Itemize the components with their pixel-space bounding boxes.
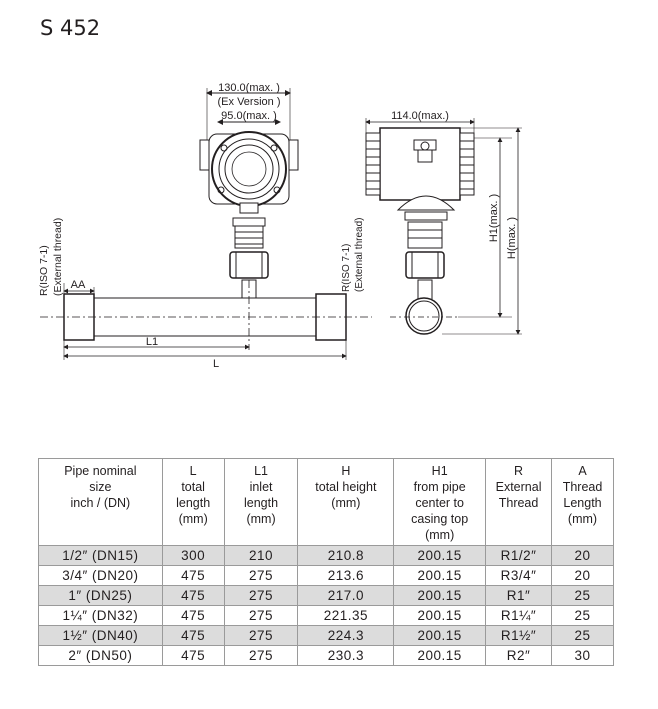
table-cell: 221.35 xyxy=(298,606,394,626)
table-row xyxy=(39,546,614,566)
spec-table xyxy=(38,458,614,666)
table-cell: 475 xyxy=(162,646,224,666)
table-cell: 217.0 xyxy=(298,586,394,606)
table-cell: 25 xyxy=(552,626,614,646)
table-cell: 25 xyxy=(552,606,614,626)
section-aa-label: AA xyxy=(70,279,86,291)
front-view xyxy=(40,88,372,360)
table-header-row xyxy=(39,459,614,546)
table-cell: 1¼″ (DN32) xyxy=(39,606,163,626)
header-pipe-size: Pipe nominal size inch / (DN) xyxy=(39,459,163,546)
header-total-height: H total height (mm) xyxy=(298,459,394,546)
table-cell: 3/4″ (DN20) xyxy=(39,566,163,586)
thread-right-label-b: (External thread) xyxy=(354,217,365,292)
table-cell: 1½″ (DN40) xyxy=(39,626,163,646)
dim-h1-label: H1(max. ) xyxy=(488,193,500,243)
table-cell: R1″ xyxy=(486,586,552,606)
table-cell: 275 xyxy=(224,566,298,586)
table-row xyxy=(39,646,614,666)
table-cell: 200.15 xyxy=(394,606,486,626)
table-cell: 20 xyxy=(552,566,614,586)
table-cell: R3/4″ xyxy=(486,566,552,586)
table-cell: 30 xyxy=(552,646,614,666)
table-cell: 200.15 xyxy=(394,566,486,586)
header-h1: H1 from pipe center to casing top (mm) xyxy=(394,459,486,546)
table-cell: 1/2″ (DN15) xyxy=(39,546,163,566)
table-cell: 200.15 xyxy=(394,546,486,566)
dim-l1-label: L1 xyxy=(145,336,159,348)
table-cell: 475 xyxy=(162,626,224,646)
table-cell: 275 xyxy=(224,606,298,626)
table-cell: R1/2″ xyxy=(486,546,552,566)
table-row xyxy=(39,586,614,606)
table-cell: 300 xyxy=(162,546,224,566)
dim-l-label: L xyxy=(212,358,220,370)
header-inlet-length: L1 inlet length (mm) xyxy=(224,459,298,546)
table-cell: 200.15 xyxy=(394,646,486,666)
table-cell: 475 xyxy=(162,606,224,626)
table-cell: 275 xyxy=(224,626,298,646)
table-cell: 213.6 xyxy=(298,566,394,586)
header-thread: R External Thread xyxy=(486,459,552,546)
table-cell: 210 xyxy=(224,546,298,566)
table-cell: 20 xyxy=(552,546,614,566)
table-row xyxy=(39,566,614,586)
thread-right-label-a: R(ISO 7-1) xyxy=(341,243,352,292)
table-cell: 1″ (DN25) xyxy=(39,586,163,606)
table-cell: 200.15 xyxy=(394,586,486,606)
dim-h-label: H(max. ) xyxy=(506,216,518,260)
table-cell: 2″ (DN50) xyxy=(39,646,163,666)
header-total-length: L total length (mm) xyxy=(162,459,224,546)
table-row xyxy=(39,606,614,626)
table-cell: R1¼″ xyxy=(486,606,552,626)
dim-width-label: 114.0(max.) xyxy=(391,110,449,122)
table-cell: 200.15 xyxy=(394,626,486,646)
page-title: S 452 xyxy=(40,16,101,40)
table-row xyxy=(39,626,614,646)
table-cell: 224.3 xyxy=(298,626,394,646)
thread-left-label-a: R(ISO 7-1) xyxy=(38,245,50,296)
table-cell: R2″ xyxy=(486,646,552,666)
header-thread-length: A Thread Length (mm) xyxy=(552,459,614,546)
dim-max-outer-label: 130.0(max. ) xyxy=(218,82,280,94)
thread-left-label-b: (External thread) xyxy=(52,217,64,296)
dim-ex-version-label: (Ex Version ) xyxy=(217,96,281,108)
table-cell: 475 xyxy=(162,566,224,586)
dim-max-inner-label: 95.0(max. ) xyxy=(221,110,277,122)
table-cell: R1½″ xyxy=(486,626,552,646)
table-cell: 230.3 xyxy=(298,646,394,666)
table-cell: 275 xyxy=(224,646,298,666)
table-cell: 210.8 xyxy=(298,546,394,566)
table-cell: 25 xyxy=(552,586,614,606)
table-cell: 275 xyxy=(224,586,298,606)
table-cell: 475 xyxy=(162,586,224,606)
